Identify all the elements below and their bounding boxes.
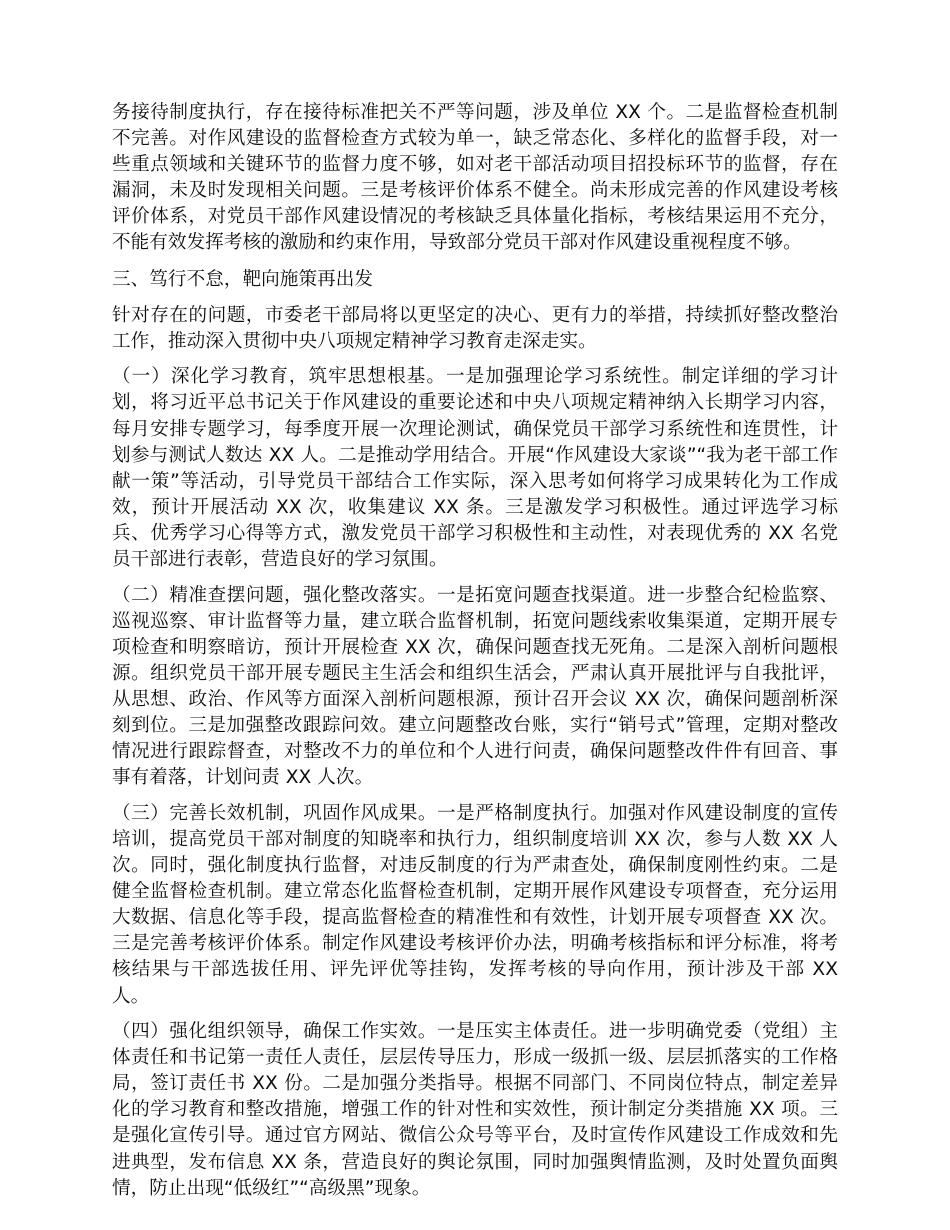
paragraph-intro: 针对存在的问题，市委老干部局将以更坚定的决心、更有力的举措，持续抓好整改整治工作，推动深入贯彻中央八项规定精神学习教育走深走实。 [112, 304, 838, 352]
paragraph-continued: 务接待制度执行，存在接待标准把关不严等问题，涉及单位 XX 个。二是监督检查机制不完善。对作风建设的监督检查方式较为单一，缺乏常态化、多样化的监督手段，对一些重点领域和关键环节的监督力度不够，如对老干部活动项目招投标环节的监督，存在漏洞，未及时发现相关问题。三是考核评价体系不健全。尚未形成完善的作风建设考核评价体系，对党员干部作风建设情况的考核缺乏具体量化指标，考核结果运用不充分，不能有效发挥考核的激励和约束作用，导致部分党员干部对作风建设重视程度不够。 [112, 102, 838, 254]
document-body [112, 100, 838, 1202]
paragraph-subsection-one: （一）深化学习教育，筑牢思想根基。一是加强理论学习系统性。制定详细的学习计划，将习近平总书记关于作风建设的重要论述和中央八项规定精神纳入长期学习内容，每月安排专题学习，每季度开展一次理论测试，确保党员干部学习系统性和连贯性，计划参与测试人数达 XX 人。二是推动学用结合。开展“作风建设大家谈”“我为老干部工作献一策”等活动，引导党员干部结合工作实际，深入思考如何将学习成果转化为工作成效，预计开展活动 XX 次，收集建议 XX 条。三是激发学习积极性。通过评选学习标兵、优秀学习心得等方式，激发党员干部学习积极性和主动性，对表现优秀的 XX 名党员干部进行表彰，营造良好的学习氛围。 [112, 366, 838, 570]
paragraph-subsection-three: （三）完善长效机制，巩固作风成果。一是严格制度执行。加强对作风建设制度的宣传培训，提高党员干部对制度的知晓率和执行力，组织制度培训 XX 次，参与人数 XX 人次。同时，强化制度执行监督，对违反制度的行为严肃查处，确保制度刚性约束。二是健全监督检查机制。建立常态化监督检查机制，定期开展作风建设专项督查，充分运用大数据、信息化等手段，提高监督检查的精准性和有效性，计划开展专项督查 XX 次。三是完善考核评价体系。制定作风建设考核评价办法，明确考核指标和评分标准，将考核结果与干部选拔任用、评先评优等挂钩，发挥考核的导向作用，预计涉及干部 XX 人。 [112, 802, 838, 1007]
paragraph-subsection-four: （四）强化组织领导，确保工作实效。一是压实主体责任。进一步明确党委（党组）主体责任和书记第一责任人责任，层层传导压力，形成一级抓一级、层层抓落实的工作格局，签订责任书 XX 份。二是加强分类指导。根据不同部门、不同岗位特点，制定差异化的学习教育和整改措施，增强工作的针对性和实效性，预计制定分类措施 XX 项。三是强化宣传引导。通过官方网站、微信公众号等平台，及时宣传作风建设工作成效和先进典型，发布信息 XX 条，营造良好的舆论氛围，同时加强舆情监测，及时处置负面舆情，防止出现“低级红”“高级黑”现象。 [112, 1021, 838, 1199]
paragraph-subsection-two: （二）精准查摆问题，强化整改落实。一是拓宽问题查找渠道。进一步整合纪检监察、巡视巡察、审计监督等力量，建立联合监督机制，拓宽问题线索收集渠道，定期开展专项检查和明察暗访，预计开展检查 XX 次，确保问题查找无死角。二是深入剖析问题根源。组织党员干部开展专题民主生活会和组织生活会，严肃认真开展批评与自我批评，从思想、政治、作风等方面深入剖析问题根源，预计召开会议 XX 次，确保问题剖析深刻到位。三是加强整改跟踪问效。建立问题整改台账，实行“销号式”管理，定期对整改情况进行跟踪督查，对整改不力的单位和个人进行问责，确保问题整改件件有回音、事事有着落，计划问责 XX 人次。 [112, 584, 838, 789]
section-heading-three: 三、笃行不怠，靶向施策再出发 [112, 268, 374, 290]
